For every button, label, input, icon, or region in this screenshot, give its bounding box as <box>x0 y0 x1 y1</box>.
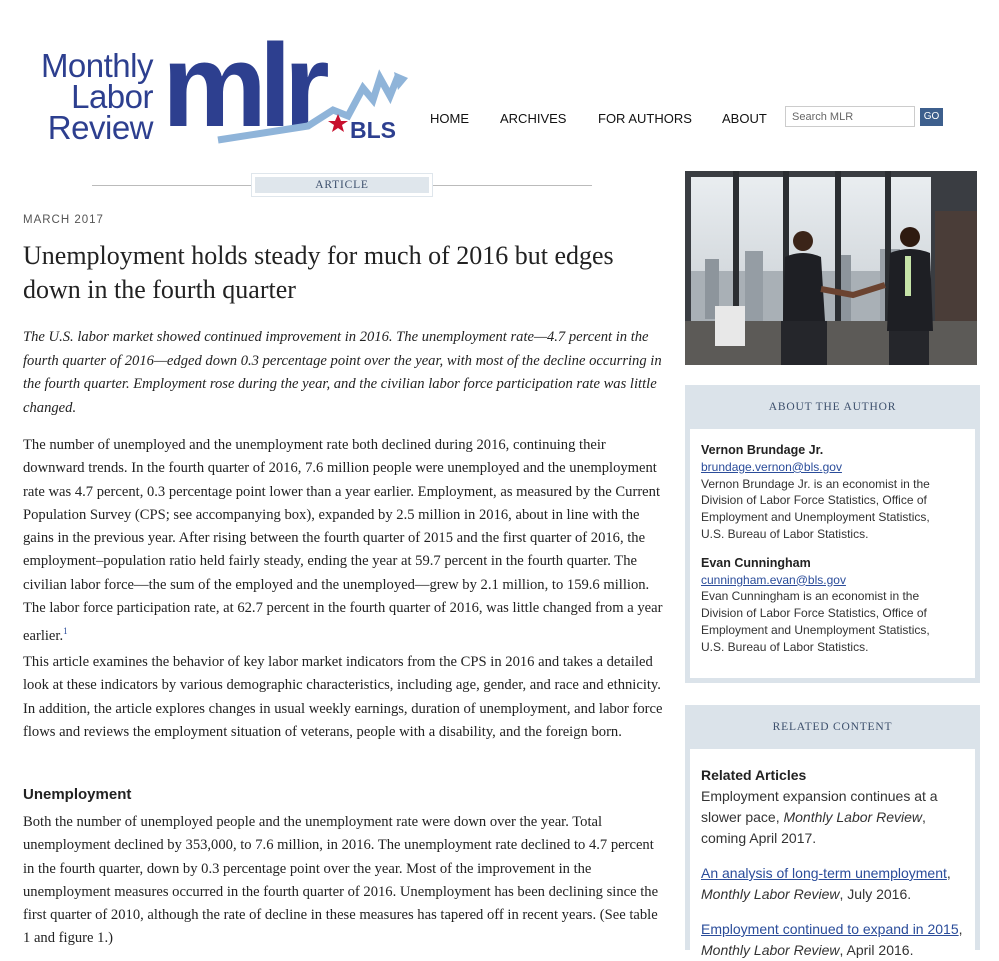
logo-word-monthly: Monthly <box>40 47 153 84</box>
nav-home[interactable]: HOME <box>430 111 469 126</box>
logo-word-review: Review <box>47 109 153 146</box>
related-item-journal: Monthly Labor Review <box>701 942 840 958</box>
related-item <box>701 786 966 849</box>
paragraph-1-text: The number of unemployed and the unemployment rate both declined during 2016, continuing their downward trends. In the fourth quarter of 2016, 7.6 million people were unemployed and the unemployment rate was 4.7 percent, 0.3 percentage point lower than a year earlier. Employment, as measured by the Current Population Survey (CPS; see accompanying box), expanded by 2.5 million in 2016, about in line with the gains in the previous year. After rising between the fourth quarter of 2015 and the first quarter of 2016, the employment–population ratio held fairly steady, ending the year at 59.7 percent in the fourth quarter. The civilian labor force—the sum of the employed and the unemployed—grew by 2.1 million, to 159.6 million. The labor force participation rate, at 62.7 percent in the fourth quarter of 2016, was little changed from a year earlier. <box>23 437 663 645</box>
related-item-link[interactable]: Employment continued to expand in 2015 <box>701 921 959 937</box>
author-name: Evan Cunningham <box>701 555 811 570</box>
related-content-list <box>690 749 975 958</box>
nav-for-authors[interactable]: FOR AUTHORS <box>598 111 692 126</box>
about-author-box <box>685 385 980 683</box>
logo-bls-text: BLS <box>350 117 396 143</box>
mlr-mark-icon <box>158 18 413 148</box>
go-button[interactable]: GO <box>920 108 943 126</box>
related-item <box>701 863 966 905</box>
handshake-photo-icon <box>685 171 977 365</box>
related-articles-heading: Related Articles <box>701 767 807 783</box>
related-item-link[interactable]: An analysis of long-term unemployment <box>701 865 947 881</box>
related-item-journal: Monthly Labor Review <box>783 809 922 825</box>
paragraph-2: This article examines the behavior of key labor market indicators from the CPS in 2016 and takes a detailed look at these indicators by various demographic characteristics, including age, gender, and race and ethnicity. In addition, the article explores changes in usual weekly earnings, duration of unemployment, and labor force flows and reviews the employment situation of veterans, people with a disability, and the foreign born. <box>23 654 663 740</box>
paragraph-1 <box>23 434 663 649</box>
search-input[interactable] <box>785 106 915 127</box>
author-email-link[interactable]: cunningham.evan@bls.gov <box>701 572 846 587</box>
related-item-sep: , <box>958 921 963 937</box>
paragraph-3: Both the number of unemployed people and the unemployment rate were down over the year. Total unemployment declined by 353,000, to 7.6 million, in 2016. The unemployment rate declined to 4.7 percent in the fourth quarter, down by 0.3 percentage point over the year. Most of the improvement in the unemployment measures occurred in the fourth quarter of 2016. Unemployment has been declining since the first quarter of 2010, although the rate of decline in these measures has tapered off in recent years. (See table 1 and figure 1.) <box>23 814 659 947</box>
logo-word-labor: Labor <box>71 78 153 115</box>
footnote-link[interactable]: 1 <box>63 626 68 637</box>
related-item-date: , April 2016. <box>839 942 914 958</box>
related-item-text: Employment expansion continues at a slower pace, <box>701 788 938 825</box>
nav-about[interactable]: ABOUT <box>722 111 767 126</box>
article-label: ARTICLE <box>252 174 432 196</box>
article-date: MARCH 2017 <box>23 214 104 226</box>
related-item-sep: , <box>946 865 951 881</box>
author-bio: Vernon Brundage Jr. is an economist in the Division of Labor Force Statistics, Office of Employment and Unemployment Statistics, U.S. Bureau of Labor Statistics. <box>701 476 930 541</box>
about-author-title: ABOUT THE AUTHOR <box>768 401 897 413</box>
article-photo <box>685 171 977 365</box>
logo-mlr-text: mlr <box>162 20 322 148</box>
mlr-logo[interactable] <box>18 18 398 148</box>
author-email-link[interactable]: brundage.vernon@bls.gov <box>701 459 842 474</box>
related-item <box>701 919 966 961</box>
article-abstract: The U.S. labor market showed continued improvement in 2016. The unemployment rate—4.7 percent in the fourth quarter of 2016—edged down 0.3 percentage point over the year, with most of the decline occurring in the fourth quarter. Employment rose during the year, and the civilian labor force participation rate was little changed. <box>23 329 662 416</box>
author-name: Vernon Brundage Jr. <box>701 443 824 457</box>
about-author-content <box>690 429 975 678</box>
related-item-date: , July 2016. <box>839 886 912 902</box>
related-item-journal: Monthly Labor Review <box>701 886 840 902</box>
related-content-title: RELATED CONTENT <box>772 721 893 733</box>
article-title: Unemployment holds steady for much of 2016 but edges down in the fourth quarter <box>23 241 614 304</box>
nav-archives[interactable]: ARCHIVES <box>500 111 567 126</box>
related-content-box <box>685 705 980 958</box>
author-bio: Evan Cunningham is an economist in the Division of Labor Force Statistics, Office of Employment and Unemployment Statistics, U.S. Bureau of Labor Statistics. <box>701 589 930 654</box>
author-entry <box>701 555 951 656</box>
logo-words <box>18 47 153 146</box>
section-heading-unemployment: Unemployment <box>23 786 132 803</box>
author-entry <box>701 442 951 543</box>
related-item-date: , coming April 2017. <box>701 809 926 846</box>
